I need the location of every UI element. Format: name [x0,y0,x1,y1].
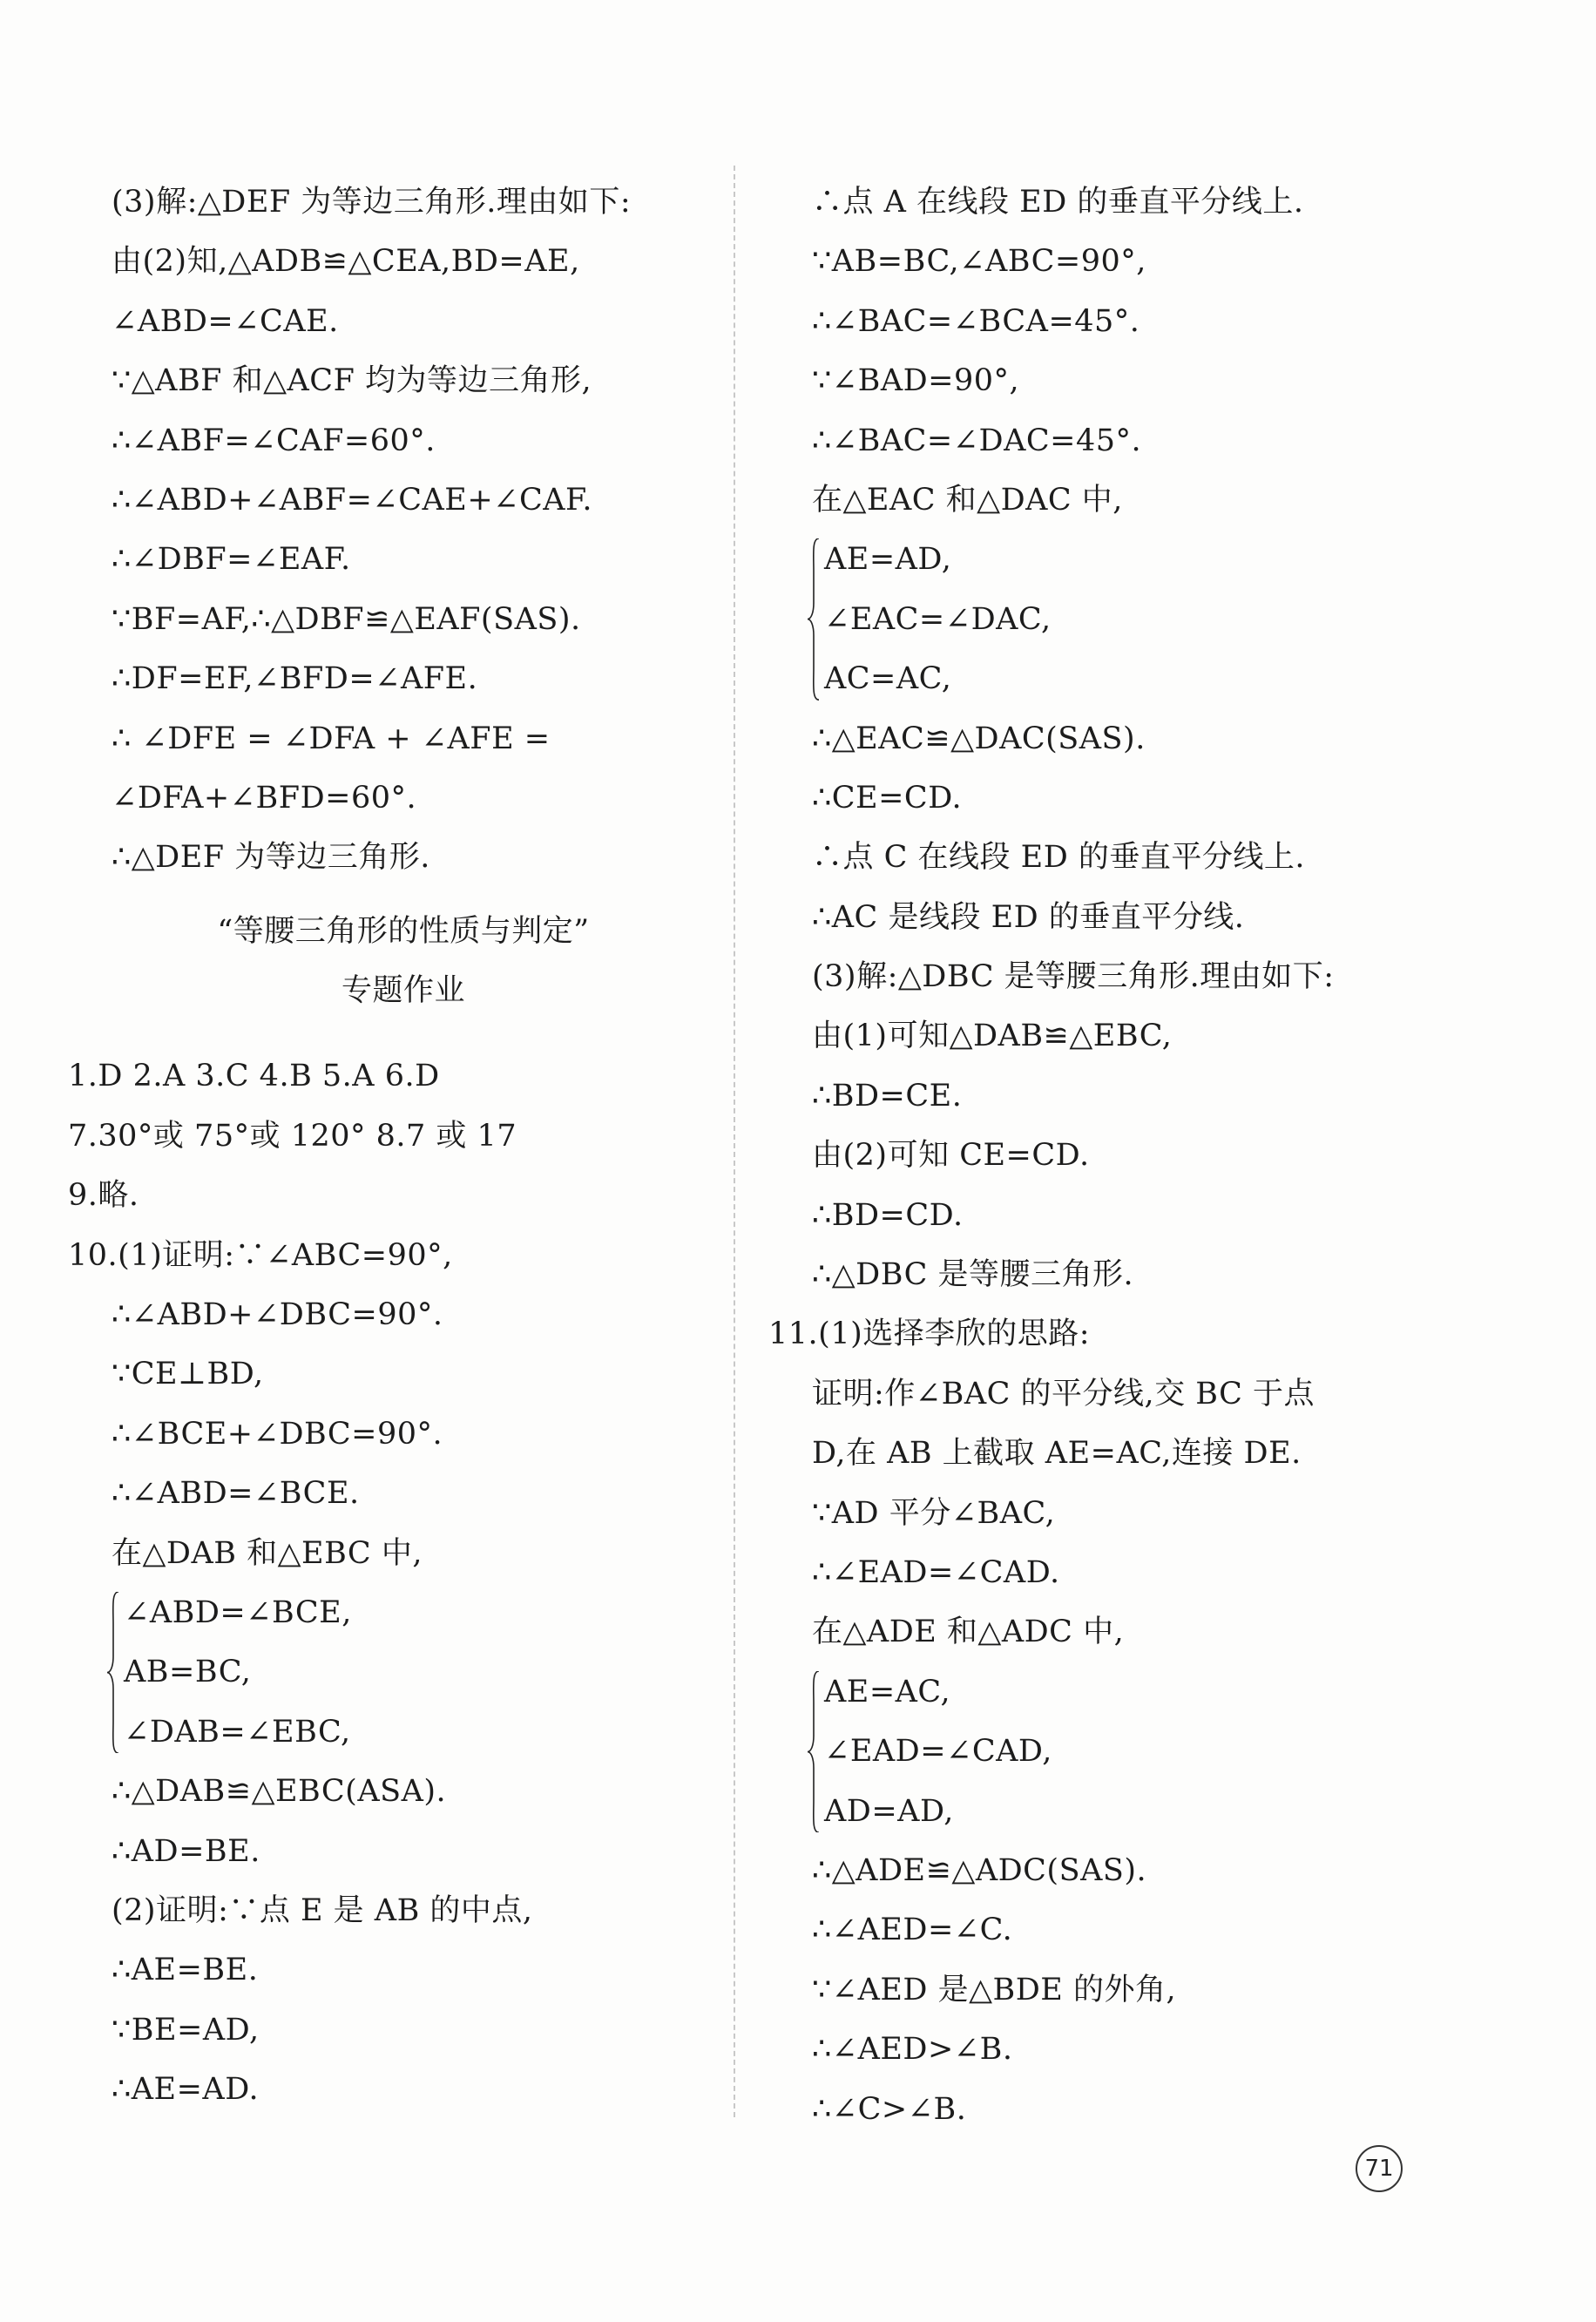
brace-line: ∠EAD=∠CAD, [824,1734,1052,1770]
brace-line: ∠EAC=∠DAC, [824,601,1052,637]
text-line: ∵△ABF 和△ACF 均为等边三角形, [112,363,592,399]
text-line: ∴ ∠DFE = ∠DFA + ∠AFE = [112,721,551,756]
text-line: ∴∠C>∠B. [812,2091,967,2127]
equation-system [812,1662,1439,1841]
text-line: 11.(1)选择李欣的思路: [768,1317,1091,1352]
brace-line: ∠DAB=∠EBC, [124,1714,351,1750]
section-title: “等腰三角形的性质与判定” [217,913,590,949]
text-line: 10.(1)证明:∵∠ABC=90°, [68,1237,453,1273]
text-line: ∴DF=EF,∠BFD=∠AFE. [112,661,478,697]
text-line: 证明:作∠BAC 的平分线,交 BC 于点 [812,1376,1315,1411]
text-line: ∴∠EAD=∠CAD. [812,1554,1060,1590]
left-brace-icon [807,538,821,700]
left-brace-icon [807,1671,821,1832]
text-line: ∴∠BAC=∠BCA=45°. [812,303,1140,339]
text-line: ∴∠BAC=∠DAC=45°. [812,423,1142,458]
brace-line: ∠ABD=∠BCE, [124,1594,352,1630]
text-line: ∴∠DBF=∠EAF. [112,542,351,578]
text-line: ∴CE=CD. [812,780,963,816]
text-line: ∴点 A 在线段 ED 的垂直平分线上. [812,185,1304,220]
text-line: ∴AC 是线段 ED 的垂直平分线. [812,899,1245,935]
text-line: (2)证明:∵点 E 是 AB 的中点, [112,1892,533,1928]
text-line: ∵CE⊥BD, [112,1357,264,1392]
text-line: ∴△EAC≌△DAC(SAS). [812,721,1146,756]
text-line: ∴△DBC 是等腰三角形. [812,1257,1134,1293]
text-line: ∴∠ABD+∠ABF=∠CAE+∠CAF. [112,482,593,518]
brace-line: AE=AD, [824,542,952,578]
section-title: 专题作业 [341,973,465,1009]
column-divider [734,166,735,2117]
text-line: ∴AD=BE. [112,1833,260,1869]
equation-system [112,1583,721,1762]
text-line: ∴∠ABD=∠BCE. [112,1476,360,1512]
text-line: ∵∠AED 是△BDE 的外角, [812,1972,1177,2007]
text-line: 1.D 2.A 3.C 4.B 5.A 6.D [68,1059,440,1094]
text-line: ∴点 C 在线段 ED 的垂直平分线上. [812,840,1306,876]
text-line: ∴∠ABF=∠CAF=60°. [112,423,436,458]
text-line: ∴BD=CE. [812,1078,963,1114]
text-line: ∴∠ABD+∠DBC=90°. [112,1297,443,1333]
text-line: D,在 AB 上截取 AE=AC,连接 DE. [812,1436,1302,1472]
text-line: ∵∠BAD=90°, [812,363,1020,399]
left-column [68,173,721,2120]
text-line: ∵BE=AD, [112,2012,260,2048]
text-line: ∠DFA+∠BFD=60°. [112,780,417,816]
text-line: 在△ADE 和△ADC 中, [812,1615,1125,1650]
text-line: ∴△DAB≌△EBC(ASA). [112,1774,447,1810]
text-line: 由(1)可知△DAB≌△EBC, [812,1019,1173,1054]
brace-line: AB=BC, [124,1655,252,1690]
right-column [768,173,1439,2139]
page-number: 71 [1356,2145,1403,2192]
text-line: ∴AE=BE. [112,1953,259,1988]
text-line: 在△DAB 和△EBC 中, [112,1535,423,1571]
text-line: ∴∠AED=∠C. [812,1912,1013,1948]
text-line: ∵AB=BC,∠ABC=90°, [812,244,1146,280]
text-line: ∴AE=AD. [112,2072,260,2108]
text-line: ∴∠BCE+∠DBC=90°. [112,1416,443,1452]
text-line: 9.略. [68,1178,139,1214]
text-line: ∴△DEF 为等边三角形. [112,840,430,876]
text-line: ∴BD=CD. [812,1197,964,1233]
text-line: 由(2)可知 CE=CD. [812,1138,1090,1174]
text-line: (3)解:△DBC 是等腰三角形.理由如下: [812,959,1335,995]
equation-system [812,530,1439,708]
text-line: ∴∠AED>∠B. [812,2032,1013,2068]
text-line: ∵AD 平分∠BAC, [812,1495,1056,1531]
text-line: 在△EAC 和△DAC 中, [812,482,1123,518]
text-line: 7.30°或 75°或 120° 8.7 或 17 [68,1118,517,1154]
brace-line: AC=AC, [824,661,952,697]
left-brace-icon [106,1592,120,1753]
text-line: ∠ABD=∠CAE. [112,303,339,339]
text-line: (3)解:△DEF 为等边三角形.理由如下: [112,185,632,220]
brace-line: AE=AC, [824,1674,951,1709]
text-line: ∴△ADE≌△ADC(SAS). [812,1852,1147,1888]
text-line: 由(2)知,△ADB≌△CEA,BD=AE, [112,244,580,280]
brace-line: AD=AD, [824,1793,954,1829]
text-line: ∵BF=AF,∴△DBF≌△EAF(SAS). [112,601,581,637]
